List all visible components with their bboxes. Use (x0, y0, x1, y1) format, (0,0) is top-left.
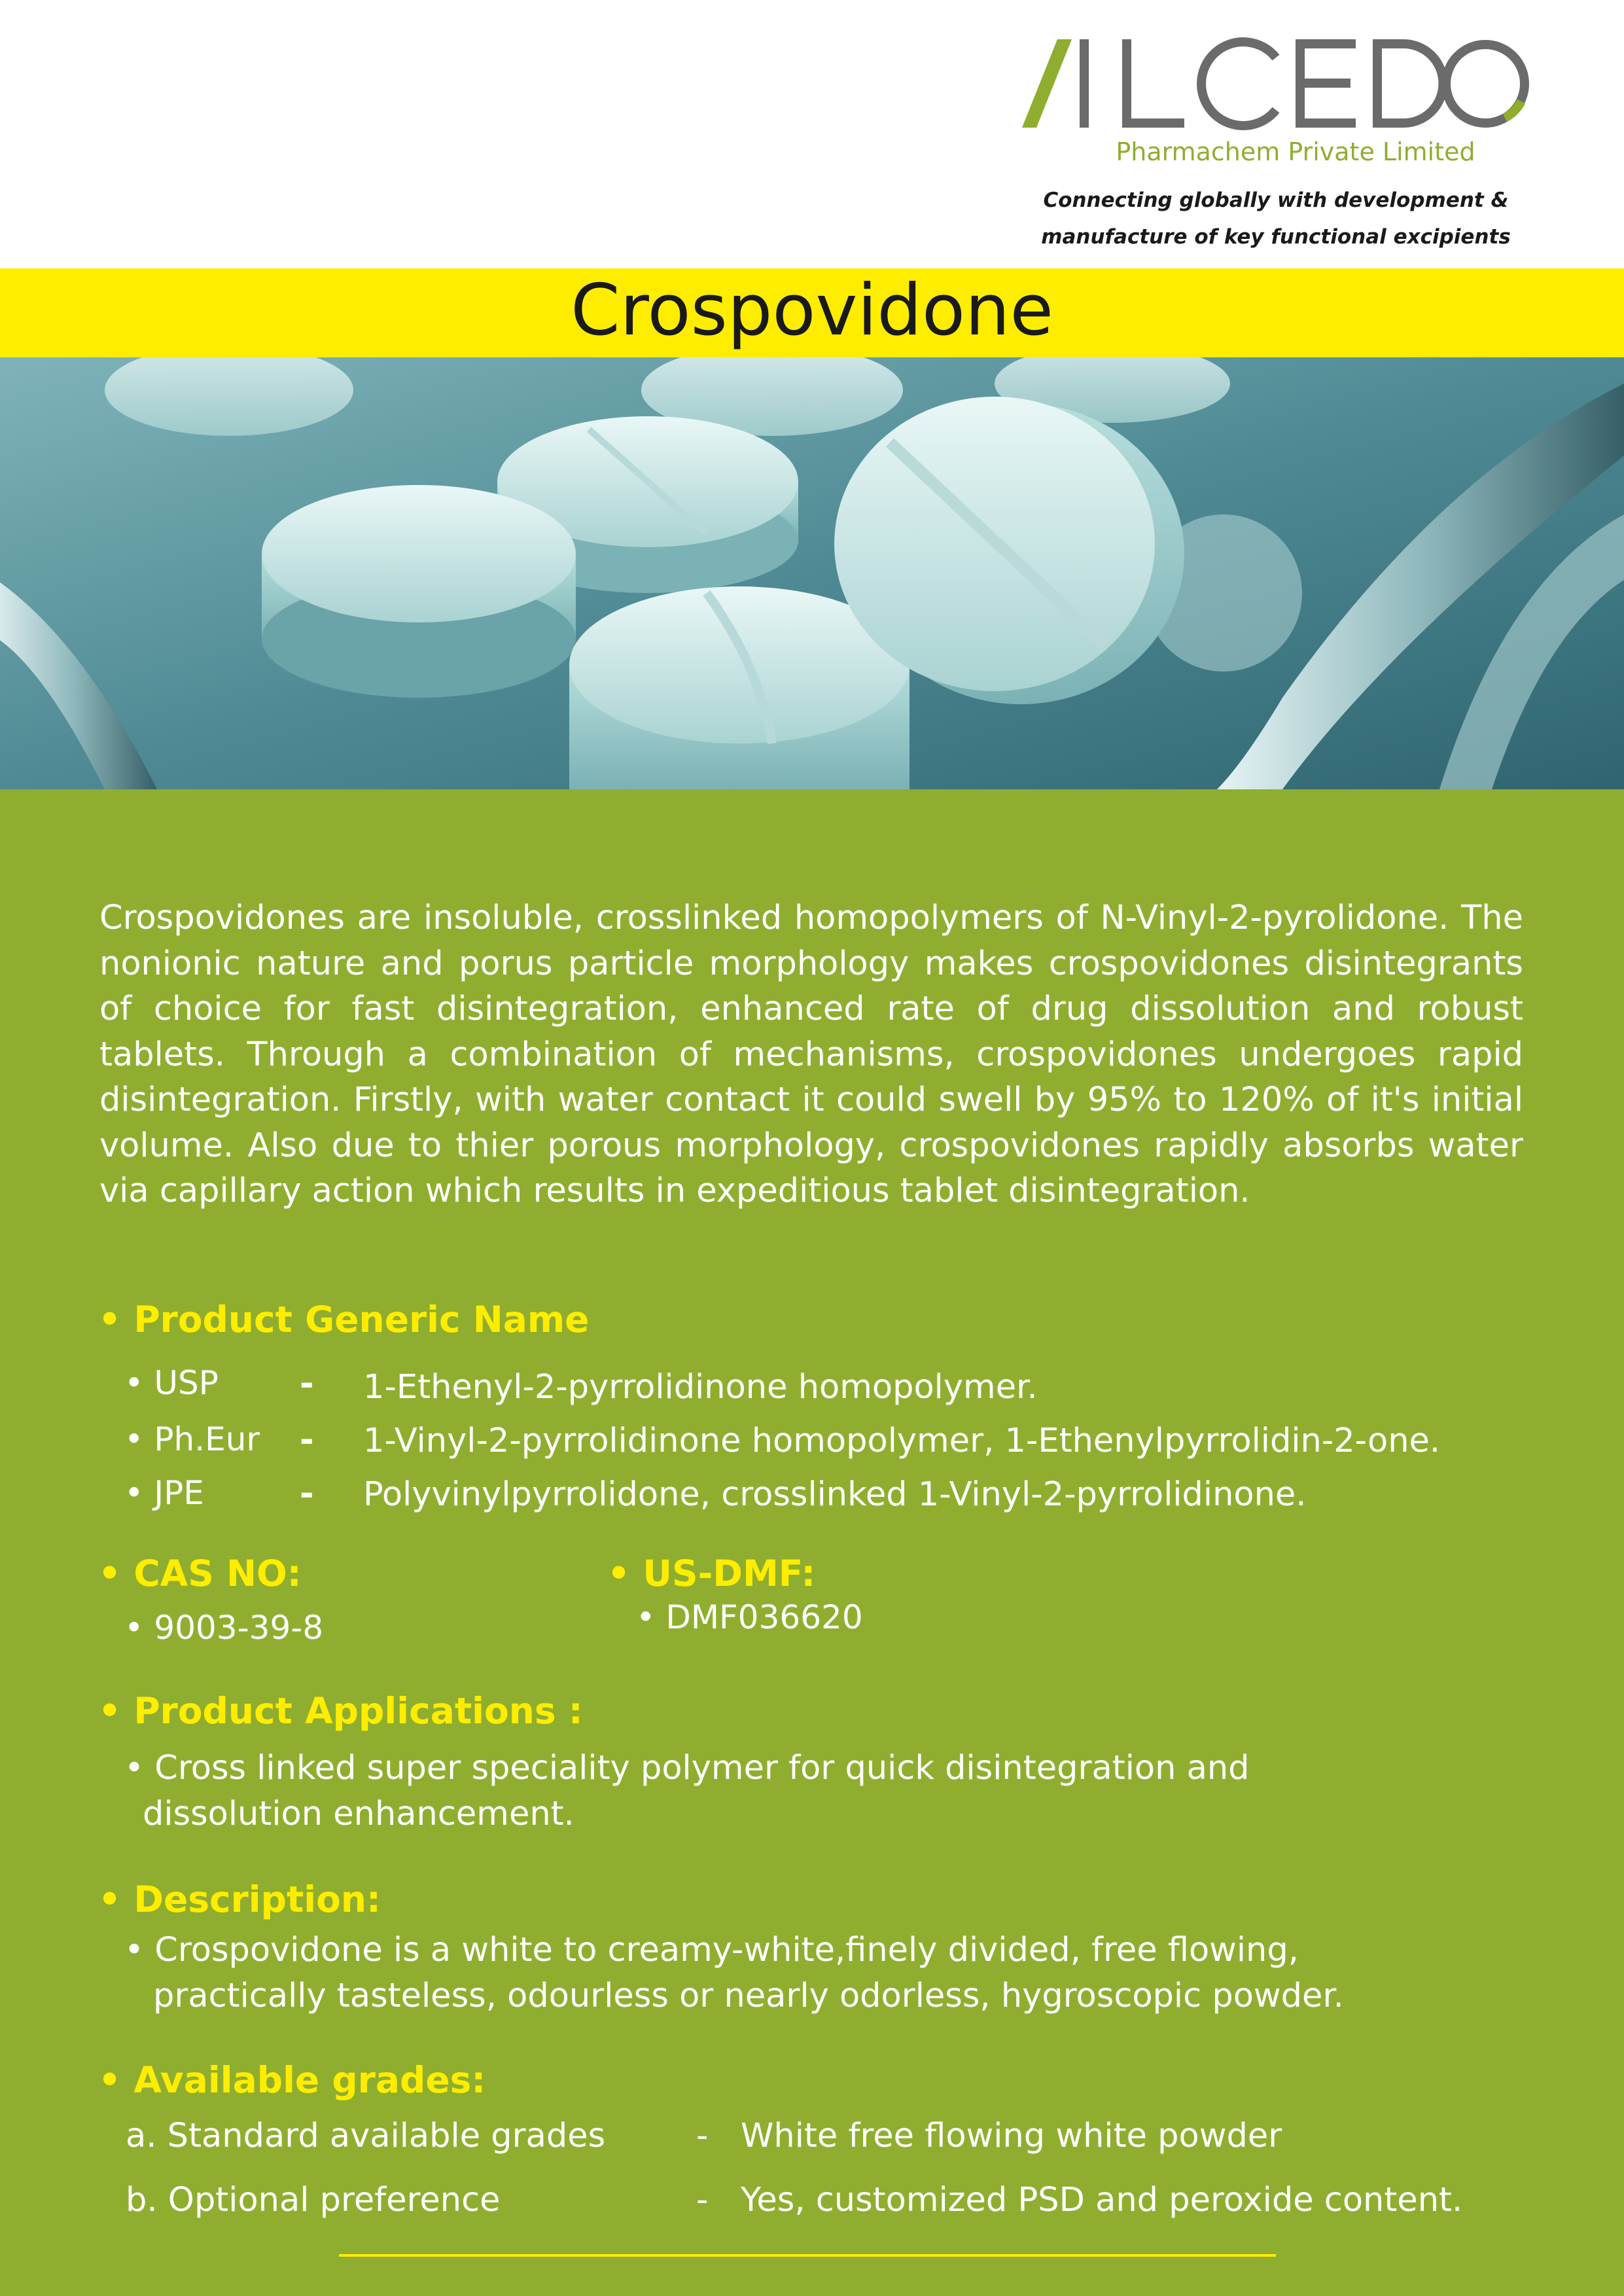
dmf-heading-text: US-DMF: (643, 1552, 816, 1594)
dash-separator: - (696, 2181, 709, 2219)
heading-bullet: • (98, 2059, 134, 2101)
generic-name-heading (98, 1299, 590, 1340)
description-heading-text: Description: (133, 1878, 381, 1920)
grades-heading (98, 2059, 485, 2101)
tablets-photo (0, 357, 1624, 789)
applications-line-2: dissolution enhancement. (143, 1795, 574, 1833)
description-line-1: • Crospovidone is a white to creamy-white,finely divided, free flowing, (124, 1931, 1299, 1969)
grade-value-standard: White free flowing white powder (741, 2117, 1282, 2155)
generic-name-label-usp: • USP (124, 1364, 219, 1402)
tagline-line-2: manufacture of key functional excipients (1041, 225, 1511, 249)
generic-name-heading-text: Product Generic Name (133, 1299, 590, 1340)
grade-label-optional: b. Optional preference (126, 2181, 501, 2219)
tablets-illustration (0, 357, 1624, 789)
heading-bullet: • (98, 1552, 134, 1594)
header (0, 0, 1624, 268)
cas-heading (98, 1552, 302, 1594)
dmf-heading (607, 1552, 815, 1594)
heading-bullet: • (607, 1552, 643, 1594)
grade-label-standard: a. Standard available grades (126, 2117, 606, 2155)
applications-text-1: Cross linked super speciality polymer for quick disintegration and (154, 1749, 1250, 1787)
dmf-value: • DMF036620 (636, 1598, 863, 1636)
jpe-label: JPE (154, 1474, 204, 1512)
grade-value-optional: Yes, customized PSD and peroxide content. (741, 2181, 1463, 2219)
tagline-line-1: Connecting globally with development & (1043, 188, 1509, 212)
dash-separator: - (696, 2117, 709, 2155)
title-band (0, 268, 1624, 357)
description-heading (98, 1878, 381, 1920)
dmf-number: DMF036620 (665, 1598, 863, 1636)
dash-separator: - (300, 1420, 314, 1460)
cas-number: 9003-39-8 (154, 1609, 324, 1647)
pheur-label: Ph.Eur (154, 1420, 260, 1458)
generic-name-label-pheur: • Ph.Eur (124, 1420, 260, 1458)
heading-bullet: • (98, 1690, 134, 1732)
description-line-2: practically tasteless, odourless or nearly odorless, hygroscopic powder. (153, 1977, 1344, 2015)
generic-name-value-usp: 1-Ethenyl-2-pyrrolidinone homopolymer. (363, 1368, 1038, 1407)
generic-name-value-jpe: Polyvinylpyrrolidone, crosslinked 1-Vinyl-2-pyrrolidinone. (363, 1475, 1307, 1514)
heading-bullet: • (98, 1878, 134, 1920)
logo-subtitle: Pharmachem Private Limited (1116, 137, 1475, 166)
alcedo-logo-mark (1021, 33, 1531, 131)
applications-line-1: • Cross linked super speciality polymer for quick disintegration and (124, 1749, 1250, 1787)
generic-name-value-pheur: 1-Vinyl-2-pyrrolidinone homopolymer, 1-Ethenylpyrrolidin-2-one. (363, 1422, 1441, 1460)
cas-value: • 9003-39-8 (124, 1609, 324, 1647)
applications-heading (98, 1690, 583, 1732)
applications-heading-text: Product Applications : (133, 1690, 583, 1732)
description-text-1: Crospovidone is a white to creamy-white,finely divided, free flowing, (154, 1931, 1299, 1969)
usp-label: USP (154, 1364, 219, 1402)
intro-paragraph: Crospovidones are insoluble, crosslinked homopolymers of N-Vinyl-2-pyrolidone. The nonionic nature and porus particle morphology makes crospovidones disintegrants of choice for fast disintegration, enhanced rate of drug dissolution and robust tablets. Through a combination of mechanisms, crospovidones undergoes rapid disintegration. Firstly, with water contact it could swell by 95% to 120% of it's initial volume. Also due to thier porous morphology, crospovidones rapidly absorbs water via capillary action which results in expeditious tablet disintegration. (99, 899, 1523, 1210)
company-logo (1021, 33, 1531, 170)
heading-bullet: • (98, 1299, 134, 1340)
tagline (995, 182, 1557, 255)
grades-heading-text: Available grades: (133, 2059, 486, 2101)
cas-heading-text: CAS NO: (133, 1552, 302, 1594)
generic-name-label-jpe: • JPE (124, 1474, 204, 1512)
dash-separator: - (300, 1474, 314, 1513)
footer-divider (339, 2254, 1276, 2257)
dash-separator: - (300, 1364, 314, 1403)
page-title: Crospovidone (571, 270, 1053, 351)
